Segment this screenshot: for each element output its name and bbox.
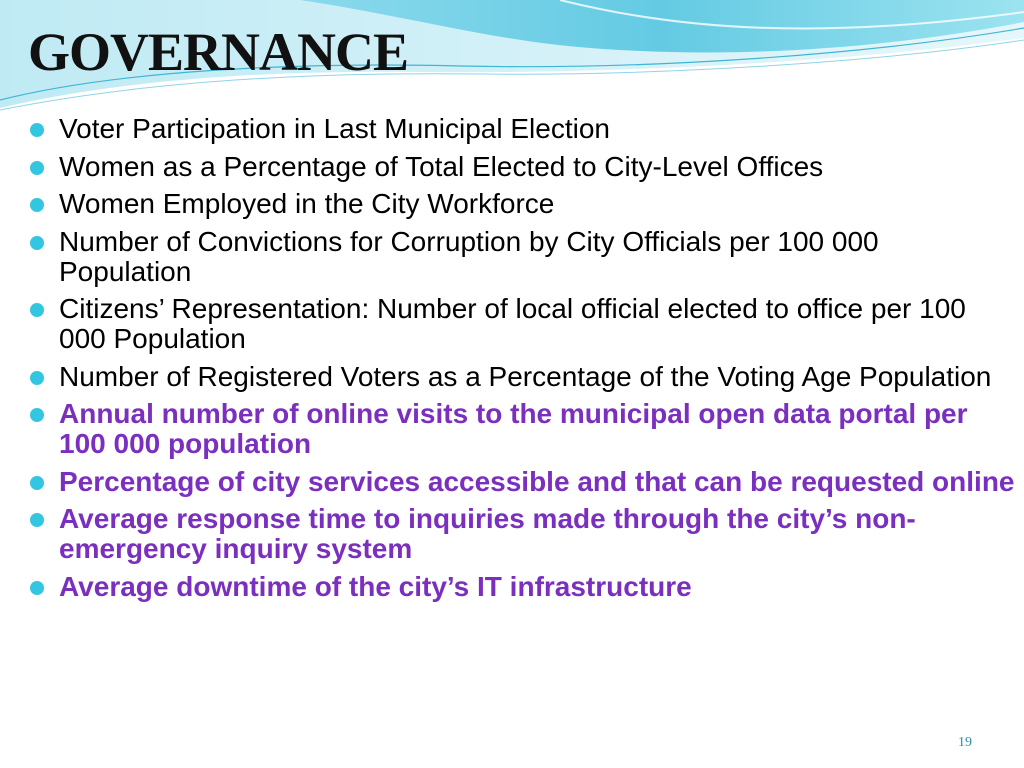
bullet-text: Percentage of city services accessible and that can be requested online [59, 465, 1015, 497]
bullet-dot-icon [30, 236, 44, 250]
bullet-dot-icon [30, 581, 44, 595]
indicator-list [28, 114, 1018, 609]
bullet-text: Voter Participation in Last Municipal Election [59, 113, 610, 144]
bullet-text: Annual number of online visits to the municipal open data portal per 100 000 population [59, 398, 968, 459]
bullet-dot-icon [30, 476, 44, 490]
bullet-text: Women Employed in the City Workforce [59, 188, 555, 219]
bullet-dot-icon [30, 303, 44, 317]
bullet-item [28, 114, 1018, 144]
bullet-item [28, 294, 1018, 354]
bullet-text: Number of Registered Voters as a Percentage of the Voting Age Population [59, 360, 992, 392]
bullet-text: Average response time to inquiries made through the city’s non-emergency inquiry system [59, 503, 916, 564]
bullet-text: Citizens’ Representation: Number of local official elected to office per 100 000 Population [59, 293, 966, 354]
bullet-dot-icon [30, 371, 44, 385]
bullet-dot-icon [30, 513, 44, 527]
bullet-item-highlighted [28, 399, 1018, 459]
slide-title: GOVERNANCE [28, 22, 409, 82]
bullet-dot-icon [30, 161, 44, 175]
bullet-dot-icon [30, 408, 44, 422]
bullet-item [28, 362, 1018, 392]
bullet-dot-icon [30, 123, 44, 137]
bullet-item-highlighted [28, 504, 1018, 564]
bullet-item [28, 227, 1018, 287]
page-number: 19 [958, 735, 972, 750]
bullet-dot-icon [30, 198, 44, 212]
bullet-item [28, 189, 1018, 219]
bullet-text: Average downtime of the city’s IT infrastructure [59, 570, 692, 602]
bullet-item [28, 152, 1018, 182]
bullet-item-highlighted [28, 467, 1018, 497]
bullet-text: Number of Convictions for Corruption by City Officials per 100 000 Population [59, 225, 879, 287]
bullet-item-highlighted [28, 572, 1018, 602]
bullet-text: Women as a Percentage of Total Elected to City-Level Offices [59, 150, 824, 182]
